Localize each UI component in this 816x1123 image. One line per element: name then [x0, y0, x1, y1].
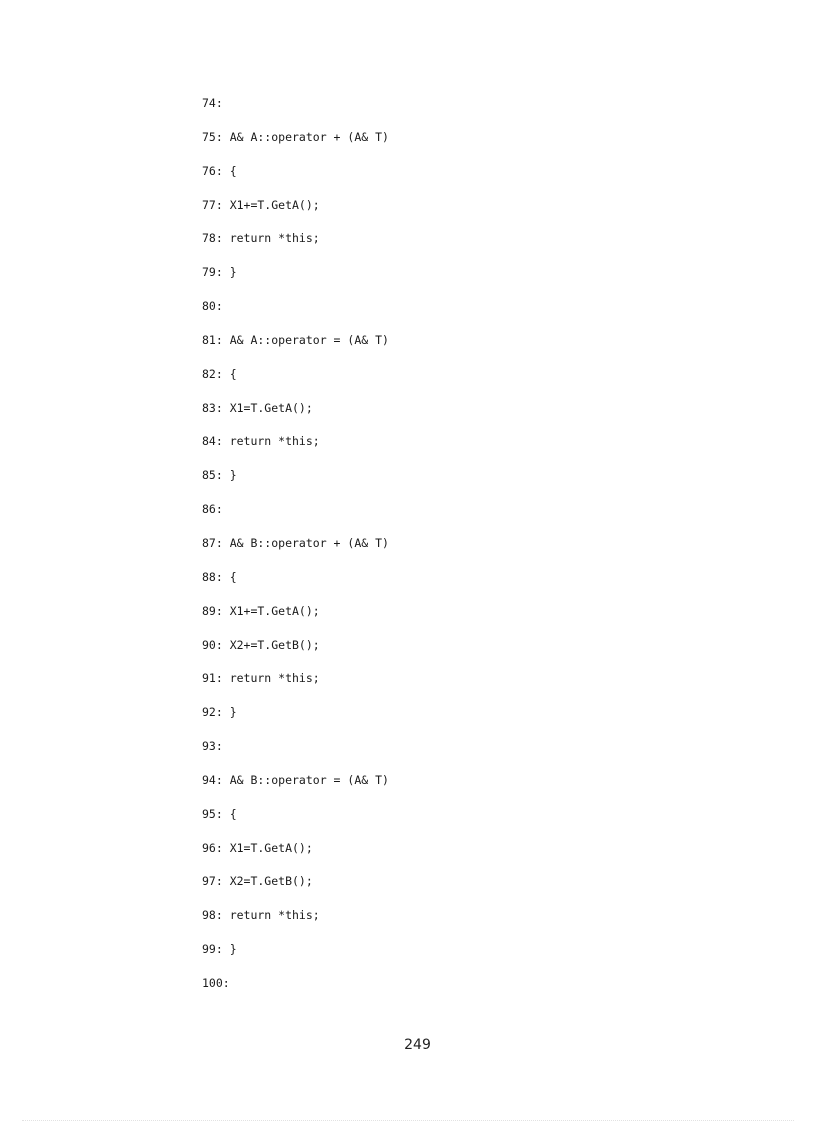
- code-line: 100:: [202, 975, 230, 990]
- code-line: 88: {: [202, 569, 237, 584]
- code-line: 74:: [202, 96, 223, 110]
- code-line: 83: X1=T.GetA();: [202, 400, 313, 415]
- code-listing: [202, 96, 389, 1010]
- code-line: 75: A& A::operator + (A& T): [202, 129, 389, 144]
- code-line: 94: A& B::operator = (A& T): [202, 772, 389, 787]
- code-line: 77: X1+=T.GetA();: [202, 197, 320, 212]
- code-line: 86:: [202, 502, 223, 517]
- code-line: 87: A& B::operator + (A& T): [202, 535, 389, 550]
- code-line: 79: }: [202, 265, 237, 280]
- code-line: 93:: [202, 739, 223, 754]
- code-line: 89: X1+=T.GetA();: [202, 603, 320, 618]
- code-line: 97: X2=T.GetB();: [202, 874, 313, 889]
- code-line: 81: A& A::operator = (A& T): [202, 332, 389, 347]
- code-line: 96: X1=T.GetA();: [202, 840, 313, 855]
- code-line: 78: return *this;: [202, 231, 320, 246]
- page-bottom-divider: [22, 1120, 794, 1121]
- code-line: 91: return *this;: [202, 671, 320, 686]
- code-line: 98: return *this;: [202, 908, 320, 923]
- code-line: 82: {: [202, 366, 237, 381]
- code-line: 95: {: [202, 806, 237, 821]
- code-line: 84: return *this;: [202, 434, 320, 449]
- code-line: 90: X2+=T.GetB();: [202, 637, 320, 652]
- code-line: 76: {: [202, 163, 237, 178]
- code-line: 92: }: [202, 705, 237, 720]
- code-line: 85: }: [202, 468, 237, 483]
- code-line: 80:: [202, 299, 223, 314]
- page-number: 249: [404, 1037, 431, 1053]
- code-line: 99: }: [202, 942, 237, 957]
